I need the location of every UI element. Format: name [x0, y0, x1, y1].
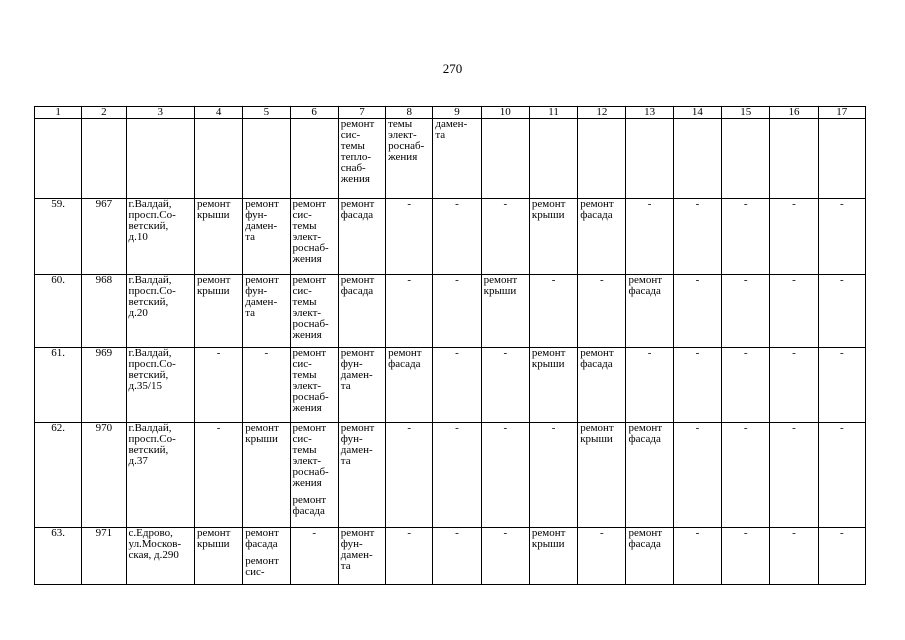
cell-c9: - [433, 275, 481, 348]
table-row [35, 348, 866, 423]
cell-c8: ремонт фасада [386, 348, 433, 423]
column-header: 12 [578, 107, 626, 119]
table-row [35, 275, 866, 348]
column-header: 4 [194, 107, 242, 119]
address-cell: с.Едрово, ул.Москов- ская, д.290 [126, 528, 194, 585]
column-header: 15 [722, 107, 770, 119]
address-cell: г.Валдай, просп.Со- ветский, д.20 [126, 275, 194, 348]
cell-c13: - [626, 199, 673, 275]
cell-c7: ремонт фун- дамен- та [338, 348, 385, 423]
cell-c17: - [818, 423, 865, 528]
cell-c8: - [386, 275, 433, 348]
cell-c15: - [722, 423, 770, 528]
cell-c9: - [433, 528, 481, 585]
cell-c6: ремонт сис- темы элект- роснаб- жения [290, 199, 338, 275]
cell-c5: - [243, 348, 290, 423]
cell-c10: - [481, 199, 529, 275]
row-number: 62. [35, 423, 82, 528]
cell-c15: - [722, 528, 770, 585]
row-number: 59. [35, 199, 82, 275]
cell-c16: - [770, 528, 818, 585]
table-row [35, 199, 866, 275]
cell-c12: ремонт крыши [578, 423, 626, 528]
cell-c11: ремонт крыши [529, 348, 577, 423]
cell-c16: - [770, 348, 818, 423]
column-header: 3 [126, 107, 194, 119]
cell-c15: - [722, 199, 770, 275]
cell-c5: ремонт фун- дамен- та [243, 275, 290, 348]
cell-c16: - [770, 199, 818, 275]
cell-c4: ремонт крыши [194, 528, 242, 585]
cell-c11: ремонт крыши [529, 199, 577, 275]
cell-c7: ремонт фун- дамен- та [338, 423, 385, 528]
cell-c4: - [194, 348, 242, 423]
page-number: 270 [442, 61, 463, 76]
column-header: 13 [626, 107, 673, 119]
row-id: 970 [82, 423, 126, 528]
column-header: 9 [433, 107, 481, 119]
cell-c11: - [529, 275, 577, 348]
cell-c14: - [673, 528, 721, 585]
row-number: 63. [35, 528, 82, 585]
cell-c14: - [673, 423, 721, 528]
repair-schedule-table [34, 106, 866, 585]
cell-c12: - [578, 528, 626, 585]
row-number: 60. [35, 275, 82, 348]
cell-c13: - [626, 348, 673, 423]
column-header: 16 [770, 107, 818, 119]
column-header: 11 [529, 107, 577, 119]
cell-c8: - [386, 528, 433, 585]
cell-c10: ремонт крыши [481, 275, 529, 348]
cell-c9: - [433, 199, 481, 275]
table-row [35, 528, 866, 585]
cell-c7: ремонт сис- темы тепло- снаб- жения [338, 119, 385, 199]
cell-c4: ремонт крыши [194, 275, 242, 348]
cell-c5: ремонт крыши [243, 423, 290, 528]
cell-c17: - [818, 199, 865, 275]
cell-c6: - [290, 528, 338, 585]
row-id: 968 [82, 275, 126, 348]
row-id: 971 [82, 528, 126, 585]
cell-c12: ремонт фасада [578, 199, 626, 275]
address-cell: г.Валдай, просп.Со- ветский, д.10 [126, 199, 194, 275]
address-cell: г.Валдай, просп.Со- ветский, д.37 [126, 423, 194, 528]
cell-c12: - [578, 275, 626, 348]
column-header: 10 [481, 107, 529, 119]
cell-c9: - [433, 423, 481, 528]
cell-c15: - [722, 275, 770, 348]
cell-c15: - [722, 348, 770, 423]
cell-c10: - [481, 423, 529, 528]
cell-c9: - [433, 348, 481, 423]
cell-c17: - [818, 348, 865, 423]
cell-c16: - [770, 275, 818, 348]
cell-c11: - [529, 423, 577, 528]
cell-c17: - [818, 275, 865, 348]
row-id: 967 [82, 199, 126, 275]
column-header: 8 [386, 107, 433, 119]
cell-c14: - [673, 348, 721, 423]
cell-c7: ремонт фасада [338, 275, 385, 348]
column-header: 5 [243, 107, 290, 119]
cell-c8: - [386, 423, 433, 528]
column-header: 2 [82, 107, 126, 119]
address-cell: г.Валдай, просп.Со- ветский, д.35/15 [126, 348, 194, 423]
column-header: 1 [35, 107, 82, 119]
cell-c9: дамен- та [433, 119, 481, 199]
column-header: 6 [290, 107, 338, 119]
row-id: 969 [82, 348, 126, 423]
cell-c17: - [818, 528, 865, 585]
cell-c6: ремонт сис- темы элект- роснаб- жения ремонт фасада [290, 423, 338, 528]
row-number: 61. [35, 348, 82, 423]
cell-c14: - [673, 275, 721, 348]
column-header: 7 [338, 107, 385, 119]
cell-c6: ремонт сис- темы элект- роснаб- жения [290, 348, 338, 423]
cell-c13: ремонт фасада [626, 423, 673, 528]
cell-c11: ремонт крыши [529, 528, 577, 585]
cell-c16: - [770, 423, 818, 528]
column-header: 17 [818, 107, 865, 119]
cell-c4: ремонт крыши [194, 199, 242, 275]
cell-c10: - [481, 348, 529, 423]
cell-c8: - [386, 199, 433, 275]
cell-c7: ремонт фун- дамен- та [338, 528, 385, 585]
cell-c10: - [481, 528, 529, 585]
cell-c6: ремонт сис- темы элект- роснаб- жения [290, 275, 338, 348]
cell-c7: ремонт фасада [338, 199, 385, 275]
continuation-row [35, 119, 866, 199]
cell-c14: - [673, 199, 721, 275]
cell-c13: ремонт фасада [626, 275, 673, 348]
header-row [35, 107, 866, 119]
cell-c5: ремонт фун- дамен- та [243, 199, 290, 275]
cell-c4: - [194, 423, 242, 528]
cell-c13: ремонт фасада [626, 528, 673, 585]
column-header: 14 [673, 107, 721, 119]
cell-c8: темы элект- роснаб- жения [386, 119, 433, 199]
cell-c5: ремонт фасада ремонт сис- [243, 528, 290, 585]
table-row [35, 423, 866, 528]
cell-c12: ремонт фасада [578, 348, 626, 423]
